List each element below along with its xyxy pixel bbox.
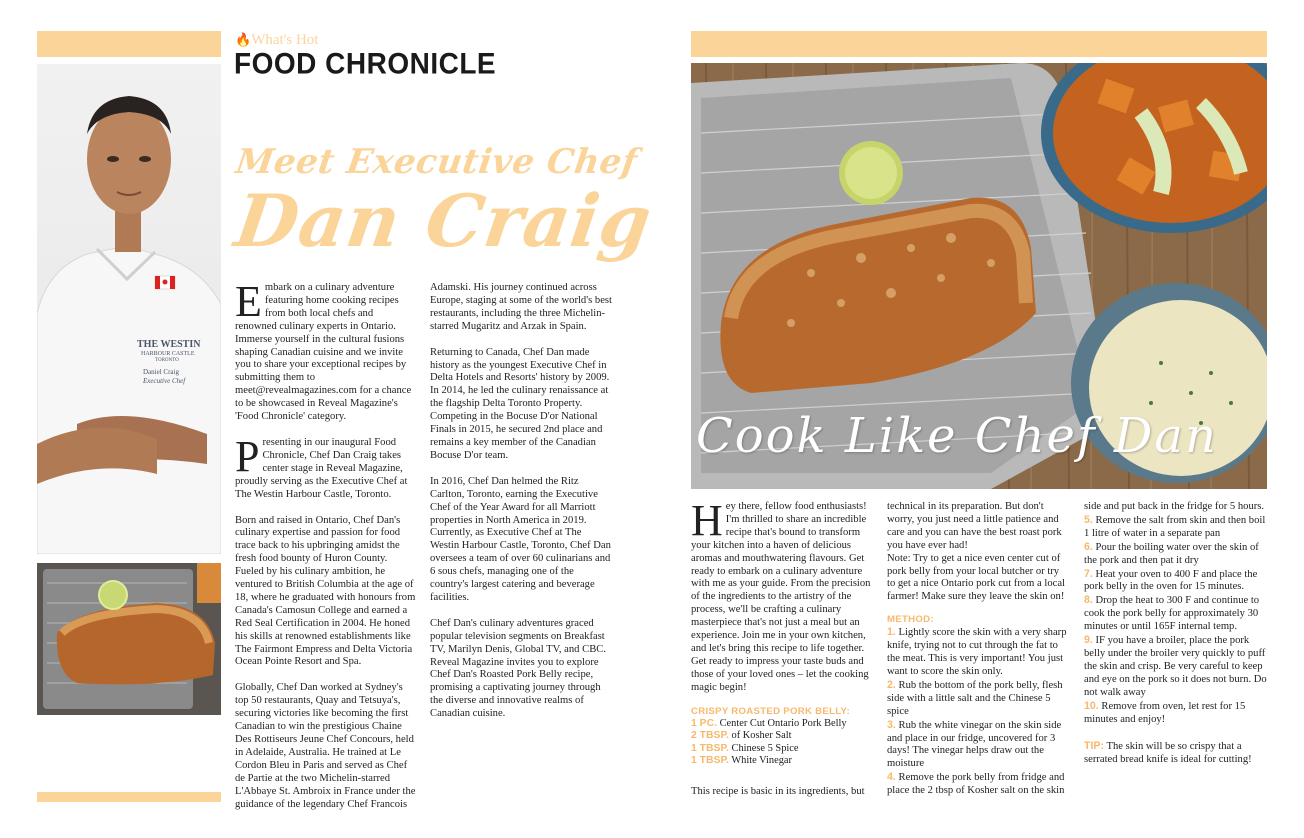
ingredient-name: of Kosher Salt <box>731 730 792 742</box>
step-number: 9. <box>1084 634 1093 647</box>
step-text: Rub the white vinegar on the skin side and place in our fridge, uncovered for 3 days! The vinegar helps draw out the moisture <box>887 719 1062 770</box>
step-text: Pour the boiling water over the skin of the pork and then pat it dry <box>1084 541 1259 566</box>
method-heading: METHOD: <box>887 614 934 626</box>
kicker-text: What's Hot <box>251 32 319 48</box>
step-number: 2. <box>887 678 896 691</box>
recipe-intro <box>691 496 873 695</box>
method-step <box>887 771 1069 798</box>
jacket-city: TORONTO <box>155 358 179 363</box>
flame-icon: 🔥 <box>235 32 252 47</box>
feature-paragraph-1 <box>235 277 417 424</box>
feature-p1-text: mbark on a culinary adventure featuring home cooking recipes from both local chefs and renowned culinary experts in Ontario. Immerse yourself in the cultural fusions shaping Canadian cuisine and we invite you to share your exceptional recipes by submitting them to meet@revealmagazines.com for a chance to be showcased in Reveal Magazine's 'Food Chronicle' category. <box>235 282 412 423</box>
method-step <box>1084 514 1268 541</box>
step-text: Heat your oven to 400 F and place the pork belly in the oven for 15 minutes. <box>1084 568 1258 593</box>
step-text: Remove the pork belly from fridge and place the 2 tbsp of Kosher salt on the skin <box>887 772 1065 797</box>
feature-title-line1: Meet Executive Chef <box>233 142 640 182</box>
feature-paragraph-2 <box>235 431 417 502</box>
method-step <box>1084 594 1268 634</box>
feature-paragraph-4: Globally, Chef Dan worked at Sydney's top 50 restaurants, Quay and Tetsuya's, securing victories like becoming the first Canadian to win the prestigious Chaine Des Rottiseurs Jeune Chef Concours, held in Adelaide, Australia. He trained at Le Cordon Bleu in Paris and served as Chef de Partie at the two Michelin-starred L'Abbaye St. Ambroix in France under the guidance of the legendary Chef Francois <box>235 682 416 810</box>
step-number: 7. <box>1084 567 1093 580</box>
recipe-col3-lead: side and put back in the fridge for 5 hours. <box>1084 501 1265 512</box>
ingredient-qty: 1 PC. <box>691 717 717 729</box>
step-number: 5. <box>1084 513 1093 526</box>
ingredient-item <box>691 755 873 768</box>
method-step <box>887 626 1069 679</box>
ingredient-item <box>691 718 873 731</box>
method-step <box>1084 541 1268 568</box>
chef-portrait <box>37 64 221 554</box>
method-step <box>1084 568 1268 595</box>
feature-title-line2: Dan Craig <box>230 178 658 263</box>
ingredient-name: Center Cut Ontario Pork Belly <box>719 717 847 729</box>
step-number: 3. <box>887 718 896 731</box>
recipe-note: Note: Try to get a nice even center cut of pork belly from your local butcher or try to get a nice Ontario pork cut from a local farmer! Make sure they leave the skin on! <box>887 552 1065 603</box>
jacket-brand: THE WESTIN <box>137 339 201 350</box>
chef-illustration <box>37 64 221 554</box>
tip-text: The skin will be so crispy that a serrated bread knife is ideal for cutting! <box>1084 741 1252 766</box>
method-steps-b <box>1084 514 1268 727</box>
feature-paragraph-5: Adamski. His journey continued across Europe, staging at some of the world's best restaurants, including the three Michelin-starred Mugaritz and Arzak in Spain. <box>430 282 612 332</box>
ingredient-qty: 1 TBSP. <box>691 742 729 754</box>
step-text: Remove the salt from skin and then boil 1 litre of water in a separate pan <box>1084 514 1266 539</box>
ingredients-list <box>691 718 873 768</box>
jacket-name: Daniel Craig <box>143 368 179 376</box>
jacket-property: HARBOUR CASTLE <box>141 351 195 357</box>
ingredient-qty: 2 TBSP. <box>691 730 729 742</box>
tip-label: TIP: <box>1084 740 1105 753</box>
ingredient-qty: 1 TBSP. <box>691 755 729 767</box>
recipe-column-1 <box>691 496 873 812</box>
dropcap-e: E <box>235 277 262 326</box>
page-title: FOOD CHRONICLE <box>234 47 497 80</box>
ingredient-item <box>691 743 873 756</box>
pork-illustration-small <box>37 563 221 715</box>
method-step <box>1084 634 1268 700</box>
dropcap-p: P <box>235 431 260 481</box>
left-top-bar <box>37 31 221 57</box>
step-text: Rub the bottom of the pork belly, flesh side with a little salt and the Chinese 5 spice <box>887 679 1063 717</box>
step-number: 10. <box>1084 699 1099 712</box>
left-bottom-bar <box>37 792 221 802</box>
recipe-column-2 <box>887 501 1069 798</box>
method-step <box>1084 700 1268 727</box>
ingredients-heading: CRISPY ROASTED PORK BELLY: <box>691 705 851 717</box>
jacket-embroidery <box>137 340 200 386</box>
pork-belly-thumbnail <box>37 563 221 715</box>
recipe-intro-text: ey there, fellow food enthusiasts! I'm thrilled to share an incredible recipe that's bound to transform your kitchen into a haven of delicious aromas and mouthwatering flavours. Get ready to embark on a culinary adventure with me as your guide. From the precision of the ingredients to the artistry of the process, we'll be crafting a culinary masterpiece that's not just a meal but an experience. Join me in your own kitchen, and let's bring this recipe to life together. Get ready to impress your taste buds and those of your loved ones – let the cooking magic begin! <box>691 501 871 693</box>
feature-paragraph-6: Returning to Canada, Chef Dan made history as the youngest Executive Chef in Delta Hotels and Resorts' history by 2009. In 2014, he led the culinary renaissance at the flagship Delta Toronto Property. Competing in the Bocuse D'or National Finals in 2015, he secured 2nd place and remains a key member of the Canadian Bocuse D'or team. <box>430 346 610 461</box>
ingredient-name: Chinese 5 Spice <box>731 742 799 754</box>
feature-column-2 <box>430 282 612 734</box>
method-step <box>887 679 1069 719</box>
ingredient-item <box>691 730 873 743</box>
feature-paragraph-3: Born and raised in Ontario, Chef Dan's culinary expertise and passion for food trace back to his upbringing amidst the fresh food bounty of Huron County. Fueled by his culinary ambition, he ventured to British Columbia at the age of 18, where he graduated with honours from Canada's Camosun College and earned a Red Seal Certification in 2004. He honed his skills at renowned establishments like The Fairmont Empress and Delta Victoria Ocean Pointe Resort and Spa. <box>235 514 416 668</box>
step-text: Drop the heat to 300 F and continue to cook the pork belly for approximately 30 minutes or until 165F internal temp. <box>1084 595 1260 633</box>
step-number: 8. <box>1084 594 1093 607</box>
ingredient-name: White Vinegar <box>731 755 792 767</box>
recipe-basic-note: This recipe is basic in its ingredients, but <box>691 785 865 797</box>
dropcap-h: H <box>691 496 723 545</box>
step-text: IF you have a broiler, place the pork belly under the broiler very quickly to puff the skin and crisp. Be very careful to keep and eye on the pork so it does not burn. Do not walk away <box>1084 635 1267 698</box>
step-number: 4. <box>887 771 896 784</box>
step-number: 6. <box>1084 540 1093 553</box>
step-text: Remove from oven, let rest for 15 minutes and enjoy! <box>1084 700 1246 725</box>
feature-paragraph-8: Chef Dan's culinary adventures graced popular television segments on Breakfast TV, Marilyn Denis, Global TV, and CBC. Reveal Magazine invites you to explore Chef Dan's Roasted Pork Belly recipe, promising a captivating journey through the diverse and innovative realms of Canadian cuisine. <box>430 617 606 720</box>
recipe-overlay-title: Cook Like Chef Dan <box>696 408 1218 464</box>
step-number: 1. <box>887 626 896 639</box>
jacket-role: Executive Chef <box>143 377 186 385</box>
recipe-col2-lead: technical in its preparation. But don't worry, you just need a little patience and care and you can have the best roast pork you have ever had! <box>887 501 1062 551</box>
feature-p2-text: resenting in our inaugural Food Chronicle, Chef Dan Craig takes center stage in Reveal Magazine, proudly serving as the Executive Chef at The Westin Harbour Castle, Toronto. <box>235 436 408 500</box>
method-step <box>887 719 1069 772</box>
step-text: Lightly score the skin with a very sharp knife, trying not to cut through the fat to the meat. This is very important! You just want to score the skin only. <box>887 627 1067 677</box>
feature-paragraph-7: In 2016, Chef Dan helmed the Ritz Carlton, Toronto, earning the Executive Chef of the Year Award for all Marriott properties in North America in 2019. Currently, as Executive Chef at The Westin Harbour Castle, Toronto, Chef Dan oversees a team of over 60 culinarians and 6 sous chefs, managing one of the country's largest catering and beverage facilities. <box>430 475 611 603</box>
right-top-bar <box>691 31 1267 57</box>
feature-column-1 <box>235 277 417 824</box>
recipe-column-3 <box>1084 501 1268 780</box>
recipe-tip <box>1084 740 1268 767</box>
method-steps-a <box>887 626 1069 798</box>
